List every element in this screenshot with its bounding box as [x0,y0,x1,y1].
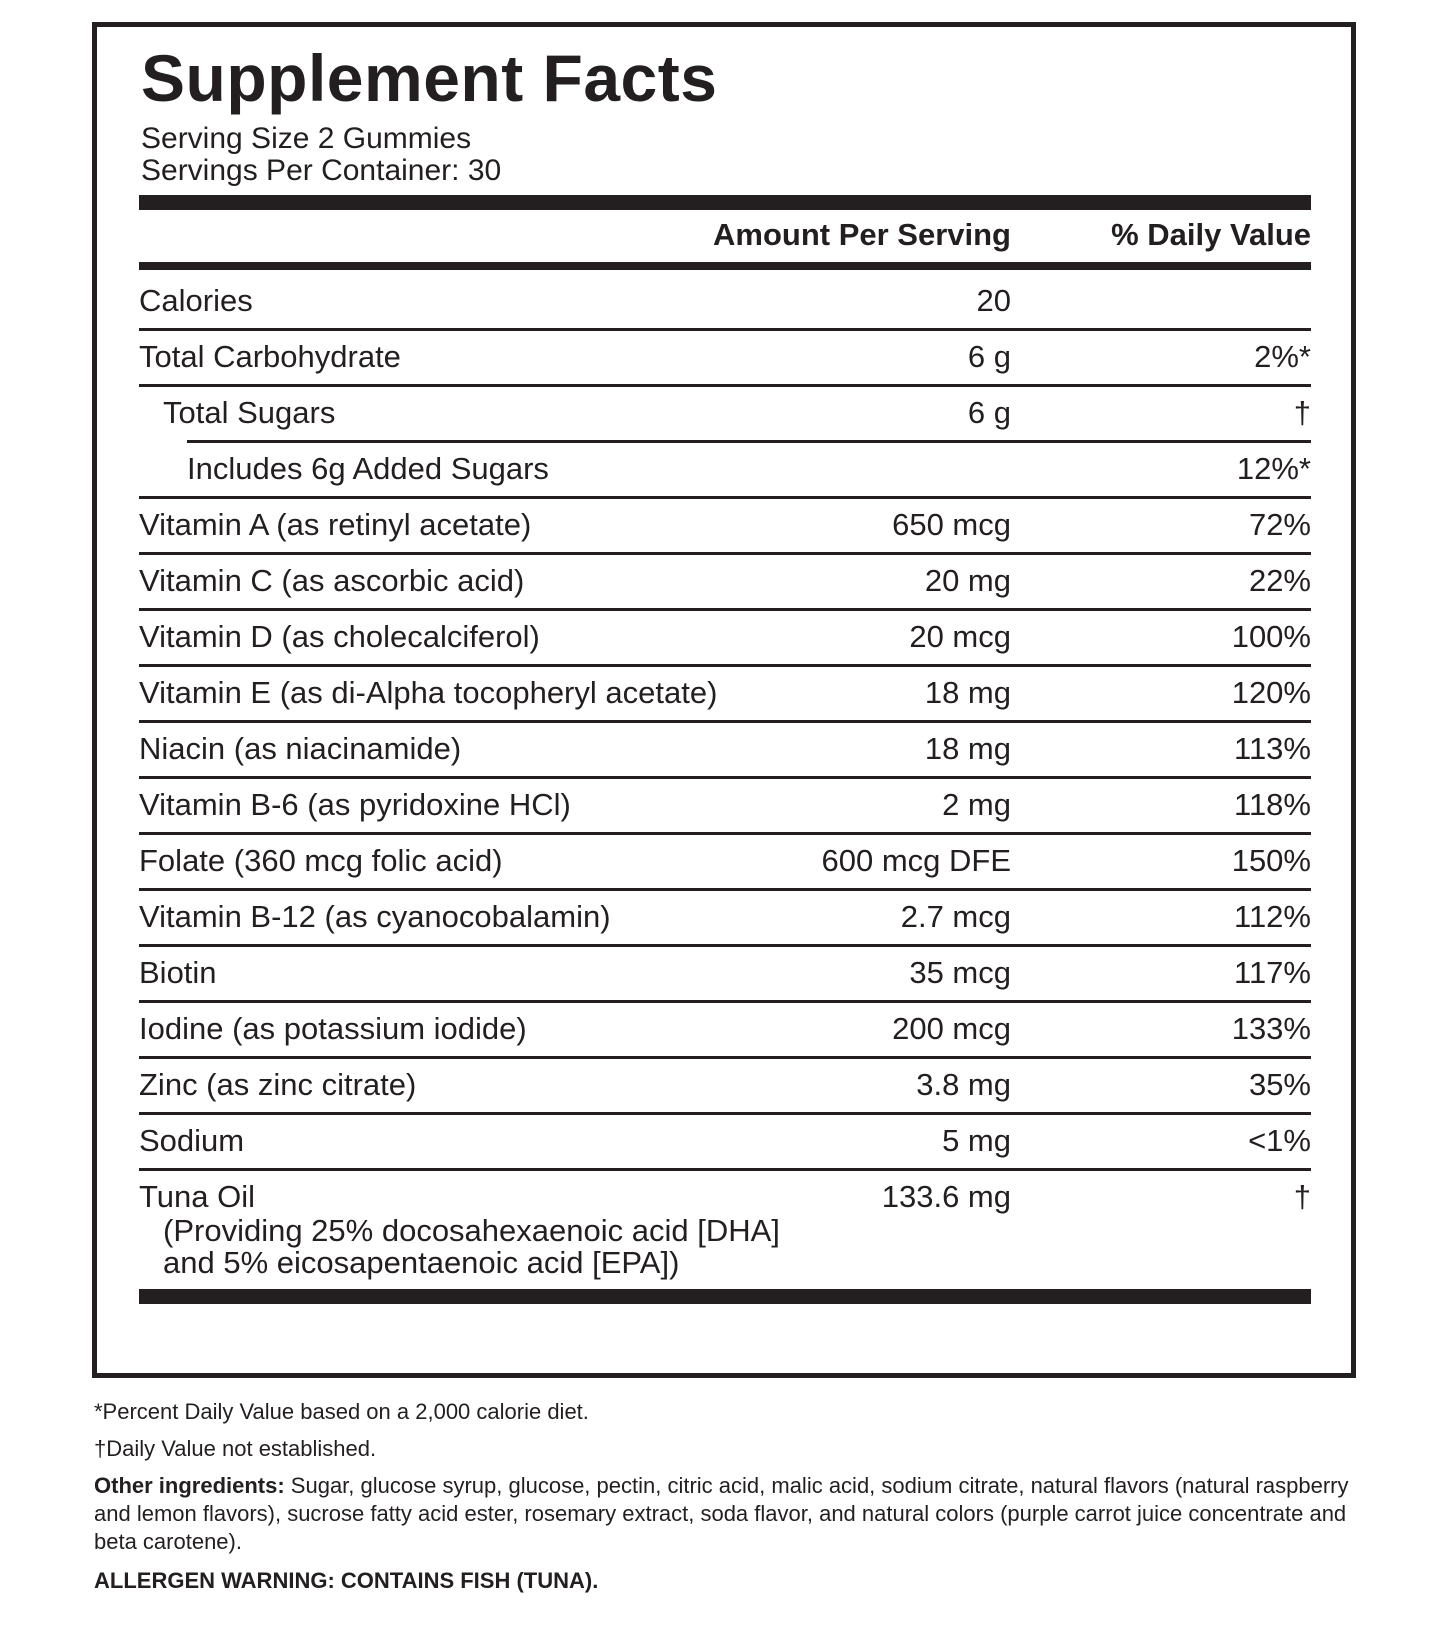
nutrient-label: Includes 6g Added Sugars [187,451,549,486]
table-row [139,499,1311,555]
nutrient-label: Calories [139,283,253,318]
nutrient-daily-value: 118% [1234,787,1311,822]
nutrient-amount: 35 mcg [909,955,1011,990]
nutrient-amount: 6 g [967,339,1011,374]
nutrient-amount: 3.8 mg [916,1067,1011,1102]
nutrient-label: Zinc (as zinc citrate) [139,1067,417,1102]
nutrient-amount: 2.7 mcg [900,899,1011,934]
nutrient-label: Folate (360 mcg folic acid) [139,843,503,878]
nutrient-daily-value: 2%* [1254,339,1311,374]
nutrient-label: Vitamin D (as cholecalciferol) [139,619,540,654]
other-ingredients-text: Sugar, glucose syrup, glucose, pectin, citric acid, malic acid, sodium citrate, natural flavors (natural raspberry and lemon flavors), sucrose fatty acid ester, rosemary extract, soda flavor, and natural colors (purple carrot juice concentrate and beta carotene). [94,1473,1349,1554]
table-row [139,723,1311,779]
amount-per-serving-header: Amount Per Serving [713,217,1011,252]
nutrient-label: Vitamin A (as retinyl acetate) [139,507,532,542]
table-row [139,1171,1311,1301]
nutrient-daily-value: 150% [1231,843,1311,878]
nutrient-daily-value: † [1293,395,1311,430]
nutrient-amount: 20 mcg [909,619,1011,654]
nutrient-daily-value: <1% [1248,1123,1311,1158]
nutrient-amount: 6 g [967,395,1011,430]
table-row [139,1115,1311,1171]
nutrient-daily-value: 112% [1234,899,1311,934]
nutrient-daily-value: 113% [1234,731,1311,766]
serving-size: Serving Size 2 Gummies [141,122,472,155]
table-row [139,667,1311,723]
medium-divider [139,262,1311,270]
nutrient-label: Iodine (as potassium iodide) [139,1011,527,1046]
nutrient-amount: 20 [976,283,1011,318]
allergen-warning: ALLERGEN WARNING: CONTAINS FISH (TUNA). [94,1568,599,1593]
nutrient-amount: 133.6 mg [881,1179,1011,1214]
nutrient-amount: 650 mcg [892,507,1011,542]
table-row [139,443,1311,499]
nutrient-daily-value: 117% [1234,955,1311,990]
table-row [139,387,1311,443]
table-row [139,891,1311,947]
nutrient-daily-value: 100% [1231,619,1311,654]
table-row [139,611,1311,667]
thick-divider-bottom [139,1289,1311,1304]
nutrient-label: Niacin (as niacinamide) [139,731,462,766]
nutrient-label: Sodium [139,1123,245,1158]
other-ingredients-label: Other ingredients: [94,1473,285,1498]
nutrient-amount: 600 mcg DFE [821,843,1011,878]
daily-value-header: % Daily Value [1111,217,1311,252]
nutrient-label: Vitamin C (as ascorbic acid) [139,563,525,598]
nutrient-daily-value: 22% [1248,563,1311,598]
thick-divider-top [139,195,1311,210]
nutrient-amount: 18 mg [924,731,1011,766]
nutrient-label: Biotin [139,955,217,990]
footnote-percent-dv: *Percent Daily Value based on a 2,000 calorie diet. [94,1399,589,1424]
table-row [139,555,1311,611]
nutrient-daily-value: † [1293,1179,1311,1214]
tuna-oil-sub-line: (Providing 25% docosahexaenoic acid [DHA] [163,1213,780,1248]
nutrient-label: Vitamin B-6 (as pyridoxine HCl) [139,787,571,822]
nutrient-table [139,275,1311,1301]
nutrient-label: Vitamin B-12 (as cyanocobalamin) [139,899,611,934]
nutrient-daily-value: 35% [1248,1067,1311,1102]
table-row [139,331,1311,387]
nutrient-daily-value: 120% [1231,675,1311,710]
nutrient-label: Total Sugars [163,395,336,430]
nutrient-label: Vitamin E (as di-Alpha tocopheryl acetate) [139,675,718,710]
table-row [139,947,1311,1003]
panel-title: Supplement Facts [141,41,718,115]
table-row [139,835,1311,891]
nutrient-amount: 2 mg [942,787,1011,822]
footnote-not-established: †Daily Value not established. [94,1436,377,1461]
nutrient-daily-value: 133% [1231,1011,1311,1046]
supplement-facts-panel [92,22,1356,1378]
nutrient-amount: 200 mcg [892,1011,1011,1046]
table-row [139,779,1311,835]
nutrient-amount: 18 mg [924,675,1011,710]
nutrient-daily-value: 72% [1248,507,1311,542]
table-row [139,275,1311,331]
tuna-oil-sub-line: and 5% eicosapentaenoic acid [EPA]) [163,1245,680,1280]
nutrient-label: Tuna Oil [139,1179,256,1214]
nutrient-amount: 20 mg [924,563,1011,598]
table-row [139,1059,1311,1115]
table-row [139,1003,1311,1059]
servings-per-container: Servings Per Container: 30 [141,154,502,187]
nutrient-label: Total Carbohydrate [139,339,401,374]
other-ingredients [94,1472,1374,1556]
nutrient-daily-value: 12%* [1236,451,1311,486]
nutrient-amount: 5 mg [942,1123,1011,1158]
tuna-oil-description [163,1215,780,1279]
